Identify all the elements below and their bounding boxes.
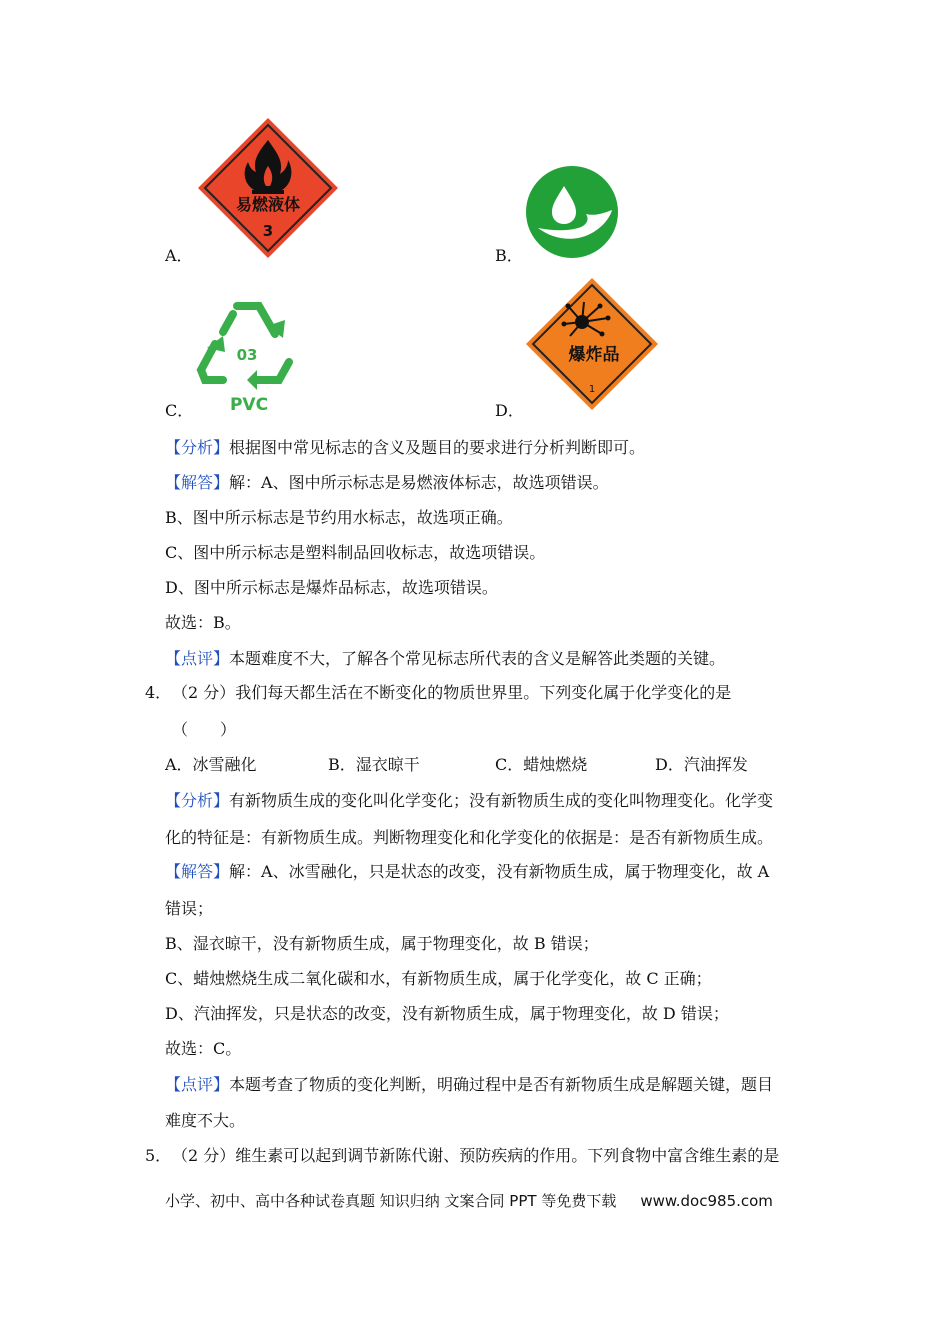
pvc-recycling-sign-icon <box>193 292 301 416</box>
analysis-text: 根据图中常见标志的含义及题目的要求进行分析判断即可。 <box>229 438 646 457</box>
footer-text: 小学、初中、高中各种试卷真题 知识归纳 文案合同 PPT 等免费下载 <box>165 1192 617 1210</box>
water-saving-sign-icon <box>524 164 620 260</box>
q3-answer-b: B、图中所示标志是节约用水标志，故选项正确。 <box>165 508 513 527</box>
q3-answer-c: C、图中所示标志是塑料制品回收标志，故选项错误。 <box>165 543 546 562</box>
q3-choice: 故选：B。 <box>165 613 241 632</box>
q3-analysis <box>165 438 645 458</box>
option-d-image <box>524 276 660 412</box>
answer-tag: 【解答】 <box>165 473 230 492</box>
q4-option-d: D．汽油挥发 <box>655 755 748 774</box>
q4-comment-cont: 难度不大。 <box>165 1111 246 1130</box>
q4-answer-d: D、汽油挥发，只是状态的改变，没有新物质生成，属于物理变化，故 D 错误； <box>165 1004 729 1023</box>
option-c-image <box>193 292 301 416</box>
option-b-image <box>524 164 620 260</box>
q4-answer-cont: 错误； <box>165 899 214 918</box>
recycling-code: 03 <box>236 346 258 364</box>
q4-analysis <box>165 791 773 811</box>
analysis-tag: 【分析】 <box>165 438 230 457</box>
option-a-label: A． <box>165 246 193 265</box>
q4-comment <box>165 1075 773 1095</box>
sign-class-number: 3 <box>262 222 274 240</box>
material-label: PVC <box>229 395 269 415</box>
q4-option-b: B．湿衣晾干 <box>328 755 420 774</box>
option-b-label: B． <box>495 246 523 265</box>
sign-label: 爆炸品 <box>568 345 620 365</box>
q4-option-a: A．冰雪融化 <box>165 755 257 774</box>
analysis-tag: 【分析】 <box>165 791 230 810</box>
q4-stem: （2 分）我们每天都生活在不断变化的物质世界里。下列变化属于化学变化的是 <box>172 683 732 702</box>
q4-answer-c: C、蜡烛燃烧生成二氧化碳和水，有新物质生成，属于化学变化，故 C 正确； <box>165 969 712 988</box>
answer-text: 解：A、冰雪融化，只是状态的改变，没有新物质生成，属于物理变化，故 A <box>229 862 770 881</box>
q4-number: 4． <box>145 683 172 702</box>
q4-option-c: C．蜡烛燃烧 <box>495 755 588 774</box>
q4-choice: 故选：C。 <box>165 1039 242 1058</box>
analysis-text: 有新物质生成的变化叫化学变化；没有新物质生成的变化叫物理变化。化学变 <box>229 791 774 810</box>
q5-number: 5． <box>145 1146 172 1165</box>
comment-text: 本题考查了物质的变化判断，明确过程中是否有新物质生成是解题关键，题目 <box>229 1075 774 1094</box>
explosive-sign-icon <box>524 276 660 412</box>
flammable-liquid-sign-icon <box>196 116 340 260</box>
q4-answer <box>165 862 769 882</box>
sign-class-number: 1 <box>588 384 596 395</box>
q3-answer <box>165 473 609 493</box>
q4-answer-b: B、湿衣晾干，没有新物质生成，属于物理变化，故 B 错误； <box>165 934 599 953</box>
q3-comment <box>165 649 725 669</box>
comment-tag: 【点评】 <box>165 649 230 668</box>
option-a-image <box>196 116 340 260</box>
sign-label: 易燃液体 <box>235 195 301 214</box>
option-d-label: D． <box>495 401 524 420</box>
comment-tag: 【点评】 <box>165 1075 230 1094</box>
page-footer <box>165 1191 773 1211</box>
q4-analysis-cont: 化的特征是：有新物质生成。判断物理变化和化学变化的依据是：是否有新物质生成。 <box>165 828 774 847</box>
q3-answer-d: D、图中所示标志是爆炸品标志，故选项错误。 <box>165 578 498 597</box>
q4-blank: （ ） <box>172 720 237 739</box>
answer-text: 解：A、图中所示标志是易燃液体标志，故选项错误。 <box>229 473 609 492</box>
comment-text: 本题难度不大，了解各个常见标志所代表的含义是解答此类题的关键。 <box>229 649 726 668</box>
option-c-label: C． <box>165 401 194 420</box>
q5-stem: （2 分）维生素可以起到调节新陈代谢、预防疾病的作用。下列食物中富含维生素的是 <box>172 1146 780 1165</box>
footer-url[interactable]: www.doc985.com <box>640 1192 773 1210</box>
answer-tag: 【解答】 <box>165 862 230 881</box>
